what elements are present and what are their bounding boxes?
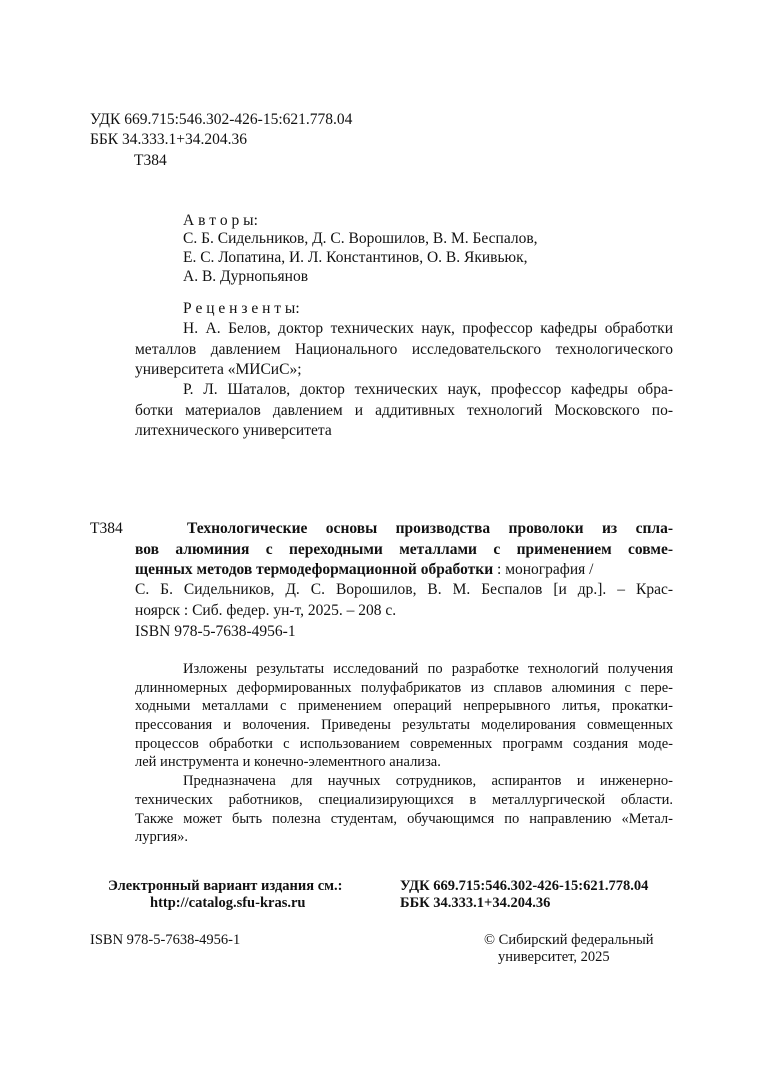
authors-line: А. В. Дурнопьянов: [183, 268, 309, 285]
reviewer1-line: металлов давлением Национального исследовательского технологического: [135, 341, 673, 358]
header-bbk: ББК 34.333.1+34.204.36: [90, 131, 248, 148]
reviewer1-line: Н. А. Белов, доктор технических наук, профессор кафедры обработки: [183, 320, 673, 337]
abstract-line: лургия».: [135, 829, 188, 845]
header-author-code: Т384: [134, 152, 167, 169]
abstract-line: Также может быть полезна студентам, обучающимся по направлению «Метал-: [135, 811, 673, 827]
authors-line: С. Б. Сидельников, Д. С. Ворошилов, В. М. Беспалов,: [183, 230, 538, 247]
catalog-authors-line: С. Б. Сидельников, Д. С. Ворошилов, В. М. Беспалов [и др.]. – Крас-: [135, 581, 673, 598]
reviewer2-line: ботки материалов давлением и аддитивных технологий Московского по-: [135, 402, 673, 419]
abstract-line: Предназначена для научных сотрудников, аспирантов и инженерно-: [183, 773, 673, 789]
catalog-publisher-line: ноярск : Сиб. федер. ун-т, 2025. – 208 с.: [135, 602, 397, 619]
reviewer2-line: Р. Л. Шаталов, доктор технических наук, профессор кафедры обра-: [183, 381, 673, 398]
catalog-isbn: ISBN 978-5-7638-4956-1: [135, 623, 296, 640]
reviewer2-line: литехнического университета: [135, 422, 332, 439]
abstract-line: технических работников, специализирующихся в металлургической области.: [135, 792, 673, 808]
catalog-title-line: Технологические основы производства проволоки из спла-: [187, 520, 673, 537]
authors-line: Е. С. Лопатина, И. Л. Константинов, О. В. Якивьюк,: [183, 249, 528, 266]
electronic-version-label: Электронный вариант издания см.:: [108, 878, 343, 894]
authors-heading: А в т о р ы:: [183, 212, 258, 229]
abstract-line: прессования и волочения. Приведены результаты моделирования совмещенных: [135, 717, 673, 733]
abstract-line: Изложены результаты исследований по разработке технологий получения: [183, 661, 673, 677]
catalog-title-end: щенных методов термодеформационной обработки: [135, 561, 494, 578]
footer-udk: УДК 669.715:546.302-426-15:621.778.04: [400, 878, 649, 894]
catalog-title-line: [135, 560, 593, 580]
reviewer1-line: университета «МИСиС»;: [135, 361, 302, 378]
copyright-line: университет, 2025: [498, 949, 610, 965]
abstract-line: лей инструмента и конечно-элементного анализа.: [135, 754, 441, 770]
header-udk: УДК 669.715:546.302-426-15:621.778.04: [90, 111, 353, 128]
catalog-genre: : монография /: [493, 561, 594, 578]
copyright-line: © Сибирский федеральный: [484, 932, 654, 948]
abstract-line: длинномерных деформированных полуфабрикатов из сплавов алюминия с пере-: [135, 680, 673, 696]
catalog-code: Т384: [90, 520, 123, 537]
footer-isbn: ISBN 978-5-7638-4956-1: [90, 932, 241, 948]
electronic-version-link[interactable]: http://catalog.sfu-kras.ru: [150, 895, 306, 911]
footer-bbk: ББК 34.333.1+34.204.36: [400, 895, 551, 911]
reviewers-heading: Р е ц е н з е н т ы:: [183, 300, 300, 317]
abstract-line: ходными металлами с применением операций непрерывного литья, прокатки-: [135, 698, 673, 714]
catalog-title-line: вов алюминия с переходными металлами с применением совме-: [135, 541, 673, 558]
abstract-line: процессов обработки с использованием современных программ создания моде-: [135, 736, 673, 752]
